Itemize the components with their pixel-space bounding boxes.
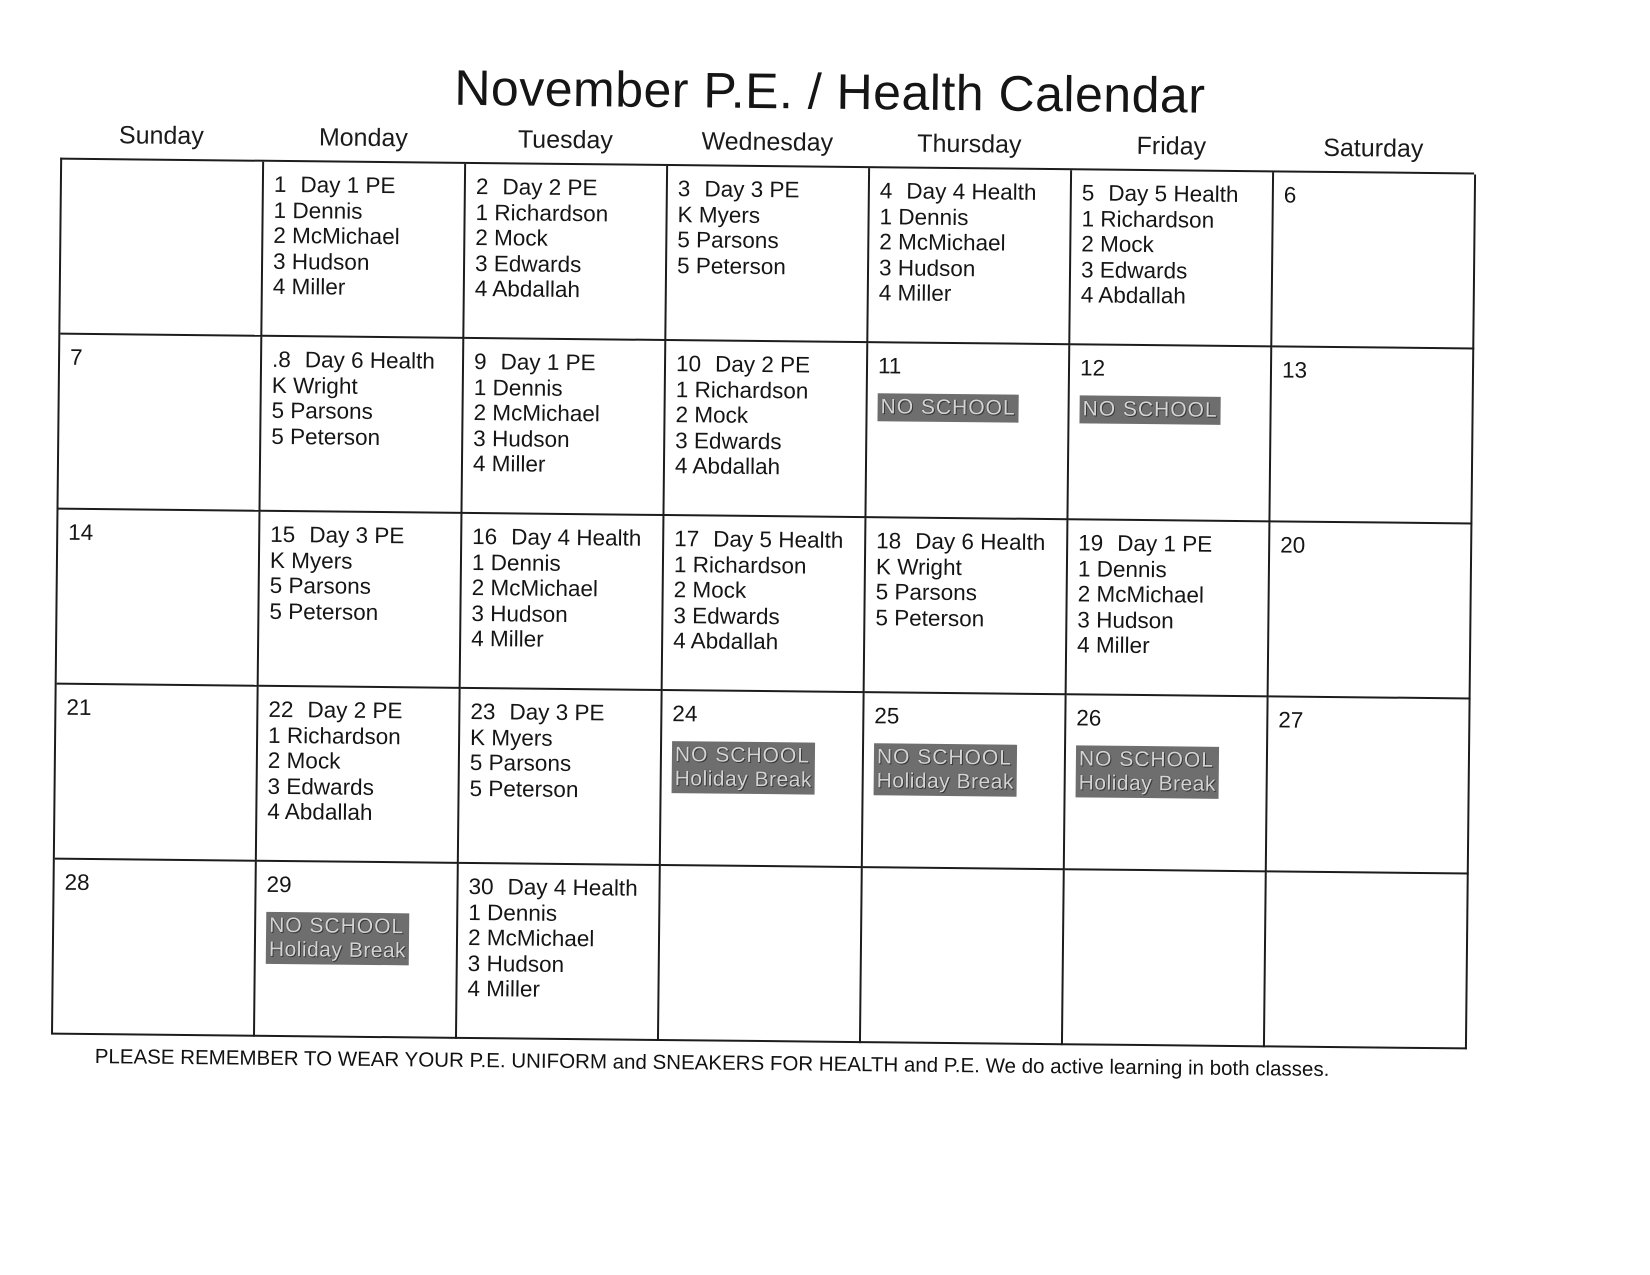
day-heading: [70, 345, 250, 372]
class-entry: 5 Peterson: [271, 423, 381, 450]
date-number: 5: [1081, 180, 1095, 206]
rotation-day-label: Day 4 Health: [507, 874, 638, 901]
rotation-day-label: Day 3 PE: [704, 176, 800, 203]
day-heading: [880, 178, 1060, 205]
calendar-day-cell: [661, 691, 865, 868]
day-heading: [474, 349, 654, 376]
class-entry: 4 Abdallah: [673, 628, 779, 655]
date-number: 17: [674, 526, 700, 552]
calendar-day-cell: [659, 866, 863, 1043]
class-entry: 4 Miller: [467, 975, 541, 1002]
class-entry: 3 Hudson: [878, 254, 976, 281]
rotation-day-label: Day 2 PE: [307, 697, 403, 724]
day-heading: [1082, 180, 1262, 207]
date-number: 21: [66, 694, 92, 721]
page-title: November P.E. / Health Calendar: [454, 59, 1206, 124]
day-heading: [1074, 880, 1254, 907]
no-school-label: NO SCHOOL: [1082, 396, 1218, 422]
rotation-day-label: Day 4 Health: [511, 524, 642, 551]
calendar-day-cell: [1272, 172, 1476, 349]
calendar-day-cell: [666, 166, 870, 343]
class-entry: K Wright: [271, 372, 358, 399]
no-school-stamp: [874, 743, 1018, 796]
day-heading: [872, 878, 1052, 905]
holiday-break-label: Holiday Break: [268, 937, 407, 962]
holiday-break-label: Holiday Break: [1078, 770, 1217, 796]
class-entry: 4 Miller: [1076, 632, 1150, 659]
day-heading: [68, 520, 248, 547]
calendar-day-cell: [255, 862, 459, 1039]
calendar-day-cell: [1068, 345, 1272, 522]
date-number: 28: [64, 869, 90, 895]
class-entry: 2 McMichael: [879, 229, 1006, 256]
calendar-day-cell: [257, 687, 461, 864]
weekday-monday: Monday: [318, 123, 409, 153]
day-heading: [64, 870, 244, 897]
class-entry: 2 McMichael: [273, 222, 400, 250]
day-heading: [674, 526, 854, 553]
date-number: 18: [876, 528, 902, 554]
calendar-day-cell: [664, 341, 868, 518]
rotation-day-label: Day 5 Health: [1108, 180, 1239, 207]
class-entry: 2 Mock: [675, 402, 749, 428]
class-entry: 1 Richardson: [268, 722, 401, 749]
weekday-tuesday: Tuesday: [517, 125, 614, 155]
class-entry: 4 Miller: [472, 450, 546, 477]
calendar-day-cell: [262, 162, 466, 339]
class-entry: 4 Miller: [272, 273, 346, 300]
day-heading: [274, 172, 454, 199]
weekday-wednesday: Wednesday: [701, 127, 834, 157]
class-entry: 3 Edwards: [675, 427, 782, 454]
class-entry: 5 Parsons: [271, 397, 373, 424]
rotation-day-label: Day 5 Health: [713, 526, 844, 553]
date-number: 2: [475, 174, 489, 200]
class-entry: 3 Hudson: [272, 248, 370, 275]
no-school-label: NO SCHOOL: [1078, 746, 1215, 772]
class-entry: 3 Hudson: [473, 425, 570, 452]
date-number: 27: [1278, 707, 1304, 733]
date-number: 26: [1076, 705, 1102, 731]
day-heading: [1280, 532, 1460, 559]
class-entry: K Myers: [269, 547, 353, 574]
class-entry: 1 Richardson: [673, 551, 807, 578]
day-heading: [1278, 707, 1458, 734]
class-entry: 3 Hudson: [471, 600, 568, 627]
calendar-day-cell: [861, 868, 1065, 1045]
day-heading: [476, 174, 656, 201]
day-heading: [1284, 182, 1464, 209]
calendar-day-cell: [1063, 870, 1267, 1047]
rotation-day-label: Day 3 PE: [309, 522, 405, 549]
date-number: 14: [68, 519, 94, 546]
calendar-day-cell: [260, 337, 464, 514]
class-entry: 5 Parsons: [875, 579, 978, 606]
class-entry: 3 Hudson: [467, 950, 565, 977]
class-entry: 1 Dennis: [471, 549, 561, 576]
rotation-day-label: Day 3 PE: [509, 699, 605, 726]
date-number: 15: [270, 521, 296, 548]
weekday-friday: Friday: [1136, 131, 1207, 161]
calendar-day-cell: [259, 512, 463, 689]
day-heading: [1276, 882, 1456, 909]
no-school-stamp: [877, 393, 1018, 422]
class-entry: 1 Richardson: [1081, 205, 1215, 233]
weekday-sunday: Sunday: [118, 121, 204, 151]
rotation-day-label: Day 6 Health: [304, 347, 436, 374]
class-entry: 3 Edwards: [673, 602, 780, 629]
calendar-day-cell: [464, 164, 668, 341]
date-number: 19: [1078, 530, 1104, 556]
calendar-day-cell: [868, 168, 1072, 345]
class-entry: 1 Dennis: [273, 197, 363, 224]
class-entry: 4 Abdallah: [1080, 282, 1187, 309]
day-heading: [1076, 705, 1256, 732]
date-number: 25: [874, 703, 900, 729]
class-entry: 5 Peterson: [269, 598, 379, 625]
holiday-break-label: Holiday Break: [876, 768, 1015, 794]
class-entry: 2 Mock: [475, 225, 549, 251]
calendar-day-cell: [461, 514, 665, 691]
class-entry: 2 McMichael: [473, 399, 600, 427]
class-entry: 3 Hudson: [1077, 606, 1174, 633]
no-school-label: NO SCHOOL: [674, 742, 811, 768]
calendar-day-cell: [1269, 522, 1473, 699]
calendar-day-cell: [1070, 170, 1274, 347]
date-number: 12: [1079, 355, 1106, 381]
date-number: .8: [271, 346, 291, 373]
date-number: 6: [1283, 182, 1297, 208]
class-entry: 2 McMichael: [471, 574, 599, 602]
calendar-day-cell: [462, 339, 666, 516]
class-entry: 4 Abdallah: [474, 275, 581, 303]
calendar-day-cell: [58, 335, 262, 512]
class-entry: 1 Dennis: [468, 899, 558, 926]
class-entry: 2 Mock: [267, 747, 341, 774]
day-heading: [1078, 530, 1258, 557]
day-heading: [670, 876, 850, 903]
rotation-day-label: Day 4 Health: [906, 178, 1037, 205]
calendar-day-cell: [663, 516, 867, 693]
class-entry: K Myers: [469, 724, 553, 751]
day-heading: [268, 697, 448, 724]
class-entry: 4 Abdallah: [267, 798, 373, 825]
class-entry: 5 Parsons: [269, 572, 372, 599]
day-heading: [72, 170, 252, 197]
class-entry: 1 Dennis: [473, 374, 563, 401]
no-school-label: NO SCHOOL: [880, 394, 1016, 420]
class-entry: 3 Edwards: [1080, 256, 1188, 283]
class-entry: 5 Peterson: [676, 252, 787, 279]
class-entry: 3 Edwards: [267, 773, 375, 800]
date-number: 7: [69, 344, 83, 370]
class-entry: 1 Richardson: [475, 199, 609, 226]
date-number: 20: [1280, 532, 1306, 558]
weekday-saturday: Saturday: [1323, 133, 1424, 163]
no-school-stamp: [1076, 745, 1220, 798]
calendar-day-cell: [459, 689, 663, 866]
day-heading: [266, 872, 446, 899]
class-entry: 1 Dennis: [1077, 555, 1167, 582]
day-heading: [878, 353, 1058, 380]
no-school-label: NO SCHOOL: [876, 744, 1013, 770]
day-heading: [470, 699, 650, 726]
rotation-day-label: Day 1 PE: [500, 349, 596, 376]
class-entry: 2 Mock: [1081, 231, 1154, 258]
weekday-thursday: Thursday: [917, 129, 1022, 159]
rotation-day-label: Day 6 Health: [915, 528, 1046, 555]
class-entry: 4 Abdallah: [674, 453, 781, 480]
calendar-day-cell: [57, 510, 261, 687]
calendar-day-cell: [1267, 697, 1471, 874]
class-entry: 1 Dennis: [879, 203, 969, 230]
rotation-day-label: Day 2 PE: [714, 351, 811, 378]
class-entry: 4 Miller: [471, 625, 544, 652]
calendar-day-cell: [1270, 347, 1474, 524]
calendar-day-cell: [1067, 520, 1271, 697]
rotation-day-label: Day 2 PE: [502, 174, 598, 201]
day-heading: [876, 528, 1056, 555]
day-heading: [678, 176, 858, 203]
day-heading: [66, 695, 246, 722]
day-heading: [1080, 355, 1260, 382]
day-heading: [1282, 357, 1462, 384]
class-entry: 3 Edwards: [474, 250, 582, 277]
date-number: 23: [470, 698, 496, 725]
class-entry: 5 Parsons: [677, 227, 779, 254]
calendar-day-cell: [1265, 872, 1469, 1049]
rotation-day-label: Day 1 PE: [1117, 530, 1213, 557]
day-heading: [468, 874, 648, 901]
calendar-day-cell: [55, 685, 259, 862]
holiday-break-label: Holiday Break: [674, 766, 813, 792]
calendar-day-cell: [863, 693, 1067, 870]
date-number: 30: [468, 873, 494, 900]
no-school-stamp: [266, 911, 410, 964]
class-entry: 2 McMichael: [1077, 581, 1205, 608]
no-school-stamp: [672, 741, 816, 794]
calendar-day-cell: [60, 160, 264, 337]
class-entry: 2 Mock: [673, 577, 747, 603]
day-heading: [270, 522, 450, 549]
date-number: 13: [1281, 357, 1308, 383]
footer-reminder: PLEASE REMEMBER TO WEAR YOUR P.E. UNIFORM and SNEAKERS FOR HEALTH and P.E. We do active learning in both classes.: [94, 1045, 1330, 1081]
date-number: 1: [273, 171, 287, 198]
date-number: 16: [472, 523, 498, 550]
date-number: 24: [672, 701, 698, 727]
class-entry: 4 Miller: [878, 280, 952, 306]
calendar-day-cell: [457, 864, 661, 1041]
class-entry: 5 Peterson: [875, 604, 985, 631]
day-heading: [874, 703, 1054, 730]
date-number: 22: [268, 696, 294, 723]
date-number: 4: [879, 178, 893, 204]
calendar-grid: [51, 158, 1474, 1050]
rotation-day-label: Day 1 PE: [300, 172, 396, 199]
day-heading: [272, 347, 452, 374]
no-school-stamp: [1079, 395, 1220, 424]
class-entry: K Wright: [875, 553, 962, 580]
weekday-header-row: [60, 121, 1474, 165]
class-entry: K Myers: [677, 201, 761, 228]
calendar-day-cell: [865, 518, 1069, 695]
calendar-day-cell: [866, 343, 1070, 520]
class-entry: 5 Peterson: [469, 775, 579, 802]
date-number: 10: [675, 351, 702, 377]
class-entry: 2 McMichael: [467, 924, 595, 952]
date-number: 11: [877, 353, 902, 379]
class-entry: 5 Parsons: [469, 749, 572, 777]
calendar-day-cell: [53, 860, 257, 1037]
day-heading: [676, 351, 856, 378]
date-number: 29: [266, 871, 292, 898]
day-heading: [672, 701, 852, 728]
day-heading: [472, 524, 652, 551]
no-school-label: NO SCHOOL: [269, 913, 405, 938]
date-number: 9: [473, 348, 487, 375]
class-entry: 1 Richardson: [675, 376, 809, 403]
calendar-day-cell: [1065, 695, 1269, 872]
date-number: 3: [677, 176, 691, 202]
